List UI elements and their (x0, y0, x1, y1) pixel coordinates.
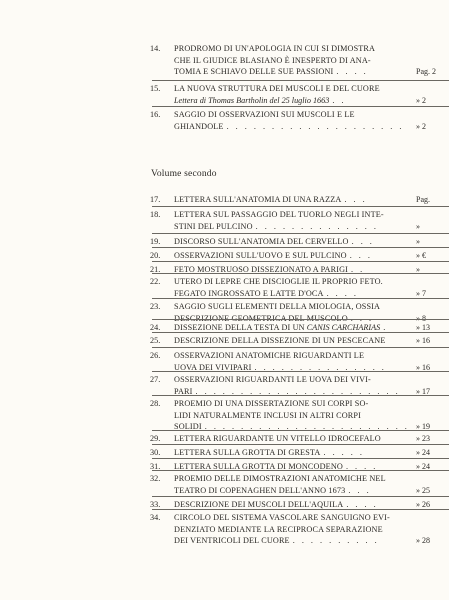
entry-title-text: LETTERA SULL'ANATOMIA DI UNA RAZZA (174, 195, 342, 204)
entry-title-line (174, 209, 449, 221)
entry-title (174, 194, 449, 206)
entry-title-text: LA NUOVA STRUTTURA DEI MUSCOLI E DEL CUORE (174, 84, 380, 93)
entry-title (174, 433, 449, 445)
entry-title-line (174, 66, 449, 78)
entry-title-text: DESCRIZIONE GEOMETRICA DEL MUSCOLO (174, 313, 348, 323)
entry-number: 26. (150, 351, 161, 360)
entry-title-line (174, 250, 449, 262)
entry-title-text: LETTERA RIGUARDANTE UN VITELLO IDROCEFALO (174, 434, 381, 443)
entry-number: 19. (150, 237, 161, 246)
entry-number: 16. (150, 110, 161, 119)
entry-divider (152, 430, 449, 431)
leader-dots: . . . . . . . . . . . . . . . . . . . . . . . (195, 386, 401, 396)
leader-dots: . (383, 323, 388, 332)
entry-number: 17. (150, 195, 161, 204)
page-number: » 2 (416, 121, 426, 131)
page-number: » 28 (416, 536, 430, 546)
entry-number: 15. (150, 84, 161, 93)
entry-title (174, 350, 449, 373)
entry-title-text: CIRCOLO DEL SISTEMA VASCOLARE SANGUIGNO EVI- (174, 513, 390, 522)
entry-title-line (174, 350, 449, 362)
leader-dots: . . . . (345, 462, 378, 471)
leader-dots: . . . . . . . . . . . . . . (255, 221, 379, 231)
page-number: » 16 (416, 362, 430, 372)
page-number: » 23 (416, 434, 430, 443)
entry-number: 28. (150, 399, 161, 408)
entry-divider (152, 206, 449, 207)
entry-title-text: CHE IL GIUDICE BLASIANO È INESPERTO DI ANA- (174, 55, 371, 65)
entry-title-text: SAGGIO SUGLI ELEMENTI DELLA MIOLOGIA, OSSIA (174, 302, 381, 311)
entry-number: 30. (150, 448, 161, 457)
entry-title (174, 301, 449, 324)
page-number: » (416, 237, 420, 246)
entry-title-text: DEI VENTRICOLI DEL CUORE (174, 536, 290, 546)
entry-title-line (174, 95, 449, 107)
leader-dots: . . . . . . . . . . . . . . . . . . . . . . . (204, 422, 410, 432)
entry-divider (152, 496, 449, 497)
entry-divider (152, 261, 449, 262)
entry-title-text: DISSEZIONE DELLA TESTA DI UN (174, 323, 305, 332)
page-number: » (416, 221, 420, 231)
entry-title-line (174, 121, 449, 133)
leader-dots: . . . . . . . . . . . . . . . (254, 362, 387, 372)
entry-divider (152, 347, 449, 348)
entry-title (174, 209, 449, 232)
entry-title-line (174, 485, 449, 497)
entry-title-text: OSSERVAZIONI RIGUARDANTI LE UOVA DEI VIVI- (174, 375, 371, 384)
entry-title-italic: CANIS CARCHARIAS (306, 323, 381, 332)
entry-title-text: UTERO DI LEPRE CHE DISCIOGLIE IL PROPRIO FETO. (174, 277, 383, 286)
entry-title (174, 374, 449, 397)
leader-dots: . . . . (346, 500, 379, 509)
entry-title-line (174, 421, 449, 433)
entry-number: 24. (150, 323, 161, 332)
page-number: » 16 (416, 336, 430, 345)
entry-title-text: Lettera di Thomas Bartholin del 25 luglio 1663 (174, 95, 330, 105)
entry-title (174, 473, 449, 496)
entry-title-text: DESCRIZIONE DELLA DISSEZIONE DI UN PESCECANE (174, 336, 386, 345)
entry-title-text: DESCRIZIONE DEI MUSCOLI DELL'AQUILA (174, 500, 344, 509)
entry-number: 27. (150, 375, 161, 384)
page-number: » 8 (416, 313, 426, 323)
entry-title-text: DENZIATO MEDIANTE LA RECIPROCA SEPARAZIONE (174, 524, 383, 534)
page-number: » 25 (416, 485, 430, 495)
entry-title-line (174, 236, 449, 248)
entry-title-line (174, 55, 449, 67)
entry-title-text: LETTERA SUL PASSAGGIO DEL TUORLO NEGLI INTE- (174, 210, 384, 219)
entry-number: 32. (150, 474, 161, 483)
entry-title-line (174, 301, 449, 313)
entry-number: 21. (150, 265, 161, 274)
page-number: Pag. 2 (416, 67, 436, 77)
page-number: » 26 (416, 500, 430, 509)
entry-title-text: FETO MOSTRUOSO DISSEZIONATO A PARIGI (174, 265, 349, 274)
entry-title-line (174, 433, 449, 445)
page-number: » 2 (416, 95, 426, 105)
page-number: » 19 (416, 422, 430, 432)
entry-title-line (174, 83, 449, 95)
entry-divider (152, 395, 449, 396)
entry-divider (152, 233, 449, 234)
entry-divider (152, 247, 449, 248)
entry-title (174, 398, 449, 433)
entry-title-line (174, 109, 449, 121)
leader-dots: . . . . (336, 67, 369, 77)
leader-dots: . . . (351, 237, 375, 246)
entry-title-line (174, 276, 449, 288)
entry-number: 29. (150, 434, 161, 443)
volume-heading: Volume secondo (151, 169, 217, 179)
entry-divider (152, 509, 449, 510)
entry-title-text: OSSERVAZIONI SULL'UOVO E SUL PULCINO (174, 251, 347, 260)
entry-divider (152, 332, 449, 333)
page-number: » 7 (416, 288, 426, 298)
entry-title-text: DISCORSO SULL'ANATOMIA DEL CERVELLO (174, 237, 349, 246)
entry-title-text: PROEMIO DI UNA DISSERTAZIONE SUI CORPI SO- (174, 399, 369, 408)
entry-divider (152, 106, 449, 107)
entry-divider (152, 470, 449, 471)
leader-dots: . . . (348, 485, 372, 495)
entry-title-line (174, 335, 449, 347)
page-number: » 24 (416, 448, 430, 457)
leader-dots: . . . . . (323, 448, 365, 457)
entry-title-text: TOMIA E SCHIAVO DELLE SUE PASSIONI (174, 67, 334, 77)
entry-number: 31. (150, 462, 161, 471)
entry-divider (152, 273, 449, 274)
entry-title-text: PROEMIO DELLE DIMOSTRAZIONI ANATOMICHE NEL (174, 474, 386, 483)
entry-number: 20. (150, 251, 161, 260)
entry-title (174, 512, 449, 547)
entry-title-line (174, 447, 449, 459)
entry-number: 23. (150, 302, 161, 311)
entry-number: 22. (150, 277, 161, 286)
leader-dots: . . (332, 95, 346, 105)
entry-title-line (174, 535, 449, 547)
entry-title-text: PRODROMO DI UN'APOLOGIA IN CUI SI DIMOSTRA (174, 44, 376, 53)
entry-title-text: FEGATO INGROSSATO E LATTE D'OCA (174, 288, 324, 298)
entry-number: 34. (150, 513, 161, 522)
entry-title-text: LETTERA SULLA GROTTA DI MONCODENO (174, 462, 343, 471)
page-number: » € (416, 251, 426, 260)
entry-title (174, 236, 449, 248)
leader-dots: . . . . . . . . . . . . . . . . . . . . (226, 121, 404, 131)
entry-title-line (174, 43, 449, 55)
entry-divider (152, 444, 449, 445)
page-number: » 13 (416, 323, 430, 332)
entry-title-text: SOLIDI (174, 422, 202, 432)
page-number: » 17 (416, 386, 430, 396)
entry-number: 14. (150, 44, 161, 53)
entry-title (174, 109, 449, 132)
entry-title-line (174, 374, 449, 386)
entry-title-line (174, 524, 449, 536)
entry-title-line (174, 512, 449, 524)
entry-title-text: GHIANDOLE (174, 121, 224, 131)
entry-divider (152, 319, 449, 320)
entry-title (174, 83, 449, 106)
entry-title-text: LETTERA SULLA GROTTA DI GRESTA (174, 448, 321, 457)
entry-title-text: TEATRO DI COPENAGHEN DELL'ANNO 1673 (174, 485, 346, 495)
page-number: Pag. (416, 195, 430, 204)
leader-dots: . . . (344, 195, 368, 204)
entry-title-line (174, 194, 449, 206)
entry-number: 18. (150, 210, 161, 219)
entry-title (174, 447, 449, 459)
entry-title (174, 335, 449, 347)
entry-title-text: OSSERVAZIONI ANATOMICHE RIGUARDANTI LE (174, 351, 365, 360)
entry-title-line (174, 410, 449, 422)
leader-dots: . . . (349, 251, 373, 260)
entry-number: 25. (150, 336, 161, 345)
entry-divider (152, 371, 449, 372)
entry-divider (152, 80, 449, 81)
leader-dots: . . (351, 265, 365, 274)
entry-title-text: PARI (174, 386, 193, 396)
entry-title (174, 43, 449, 78)
entry-title-text: STINI DEL PULCINO (174, 221, 253, 231)
entry-number: 33. (150, 500, 161, 509)
entry-divider (152, 298, 449, 299)
page-number: » (416, 265, 420, 274)
leader-dots: . . . . (326, 288, 359, 298)
page-number: » 24 (416, 462, 430, 471)
leader-dots: . . . . . . . . . . (292, 536, 380, 546)
entry-title (174, 250, 449, 262)
leader-dots: . . . (350, 313, 374, 323)
entry-title (174, 276, 449, 299)
entry-title-line (174, 221, 449, 233)
entry-title-line (174, 473, 449, 485)
entry-title-text: UOVA DEI VIVIPARI (174, 362, 252, 372)
entry-title-text: SAGGIO DI OSSERVAZIONI SUI MUSCOLI E LE (174, 110, 355, 119)
entry-divider (152, 458, 449, 459)
entry-title-text: LIDI NATURALMENTE INCLUSI IN ALTRI CORPI (174, 410, 361, 420)
entry-title-line (174, 398, 449, 410)
